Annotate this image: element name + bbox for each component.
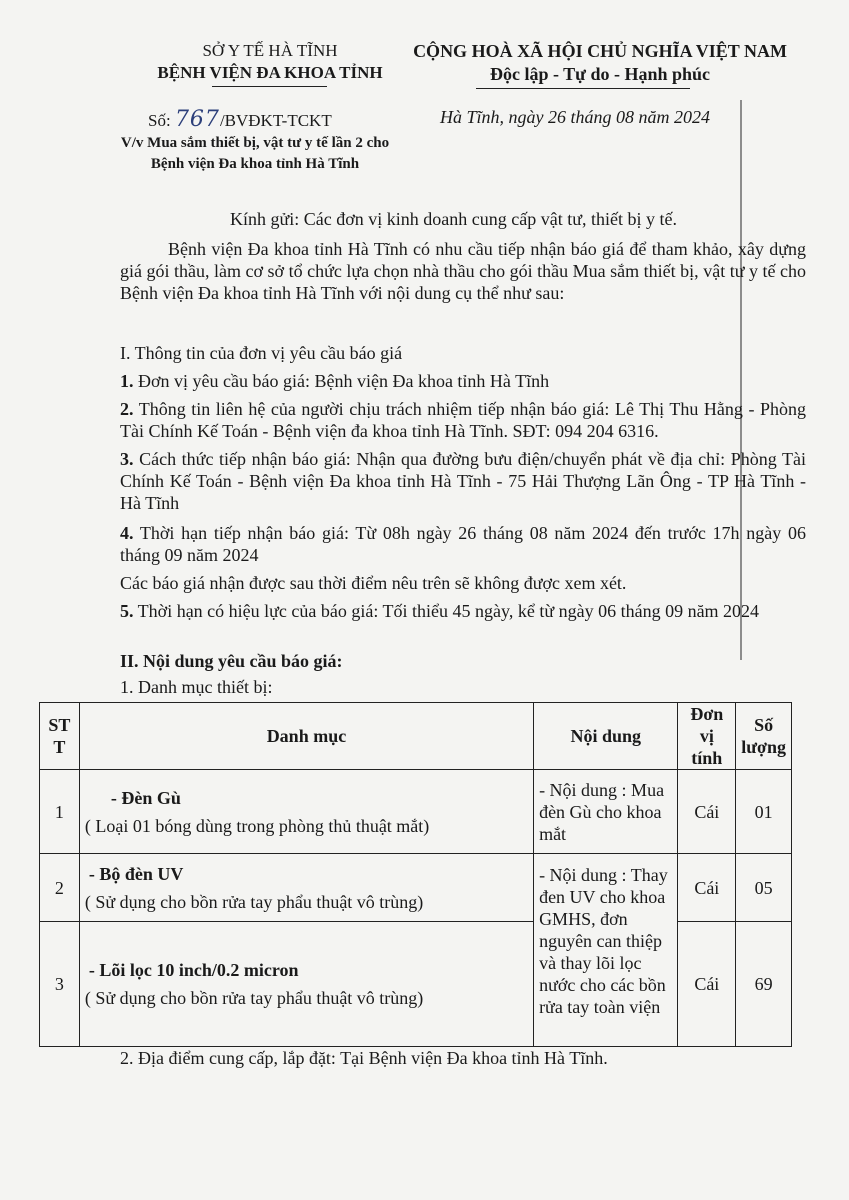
row-quantity: 05 <box>736 854 792 922</box>
item-text: Thời hạn có hiệu lực của báo giá: Tối thiểu 45 ngày, kể từ ngày 06 tháng 09 năm 2024 <box>133 601 760 621</box>
header-content: Nội dung <box>534 703 678 770</box>
row-item <box>79 854 533 922</box>
document-number <box>148 107 332 132</box>
table-row <box>40 854 792 922</box>
org-underline <box>212 86 327 87</box>
item-text: Thông tin liên hệ của người chịu trách nhiệm tiếp nhận báo giá: Lê Thị Thu Hằng - Phòng Tài Chính Kế Toán - Bệnh viện đa khoa tỉnh Hà Tĩnh. SĐT: 094 204 6316. <box>120 399 806 441</box>
header-stt: ST T <box>40 703 80 770</box>
item-description: ( Sử dụng cho bồn rửa tay phẩu thuật vô trùng) <box>84 988 424 1008</box>
so-code: /BVĐKT-TCKT <box>219 111 332 130</box>
document-date: Hà Tĩnh, ngày 26 tháng 08 năm 2024 <box>440 107 710 127</box>
delivery-location: 2. Địa điểm cung cấp, lắp đặt: Tại Bệnh viện Đa khoa tỉnh Hà Tĩnh. <box>120 1048 608 1068</box>
header-quantity: Số lượng <box>736 703 792 770</box>
row-unit: Cái <box>678 922 736 1047</box>
row-stt: 1 <box>40 770 80 854</box>
item-text: Cách thức tiếp nhận báo giá: Nhận qua đường bưu điện/chuyển phát về địa chỉ: Phòng Tài Chính Kế Toán - Bệnh viện Đa khoa tỉnh Hà Tĩnh - 75 Hải Thượng Lãn Ông - TP Hà Tĩnh - Hà Tĩnh <box>120 449 806 513</box>
section-1-title: I. Thông tin của đơn vị yêu cầu báo giá <box>120 343 403 363</box>
info-item-1 <box>120 370 806 392</box>
row-item <box>79 922 533 1047</box>
intro-paragraph: Bệnh viện Đa khoa tỉnh Hà Tĩnh có nhu cầu tiếp nhận báo giá để tham khảo, xây dựng giá gói thầu, làm cơ sở tổ chức lựa chọn nhà thầu cho gói thầu Mua sắm thiết bị, vật tư y tế cho Bệnh viện Đa khoa tỉnh Hà Tĩnh với nội dung cụ thể như sau: <box>120 239 806 303</box>
recipient-line: Kính gửi: Các đơn vị kinh doanh cung cấp vật tư, thiết bị y tế. <box>230 209 677 229</box>
row-quantity: 01 <box>736 770 792 854</box>
info-item-4 <box>120 522 806 566</box>
item-name: - Bộ đèn UV <box>88 863 184 884</box>
info-item-5 <box>120 600 806 622</box>
item-text: Đơn vị yêu cầu báo giá: Bệnh viện Đa khoa tỉnh Hà Tĩnh <box>133 371 550 391</box>
national-title: CỘNG HOÀ XÃ HỘI CHỦ NGHĨA VIỆT NAM <box>413 41 787 61</box>
row-stt: 3 <box>40 922 80 1047</box>
row-quantity: 69 <box>736 922 792 1047</box>
item-description: ( Sử dụng cho bồn rửa tay phẩu thuật vô trùng) <box>84 891 424 912</box>
info-item-2 <box>120 398 806 442</box>
row-content: - Nội dung : Mua đèn Gù cho khoa mắt <box>534 770 678 854</box>
header-unit: Đơn vị tính <box>678 703 736 770</box>
item-number: 1. <box>120 371 134 391</box>
header-category: Danh mục <box>79 703 533 770</box>
item-name: - Lõi lọc 10 inch/0.2 micron <box>88 960 299 980</box>
org-parent: SỞ Y TẾ HÀ TĨNH <box>202 41 338 60</box>
so-label: Số: <box>148 111 171 130</box>
item-number: 5. <box>120 601 134 621</box>
handwritten-number: 767 <box>174 107 220 132</box>
org-name: BỆNH VIỆN ĐA KHOA TỈNH <box>157 63 383 82</box>
info-item-3 <box>120 448 806 514</box>
row-content-shared: - Nội dung : Thay đen UV cho khoa GMHS, đơn nguyên can thiệp và thay lõi lọc nước cho các bồn rửa tay toàn viện <box>534 854 678 1047</box>
section-2-title: II. Nội dung yêu cầu báo giá: <box>120 651 343 671</box>
item-text: Thời hạn tiếp nhận báo giá: Từ 08h ngày 26 tháng 08 năm 2024 đến trước 17h ngày 06 tháng 09 năm 2024 <box>120 523 806 565</box>
item-number: 4. <box>120 523 134 543</box>
item-number: 2. <box>120 399 134 419</box>
row-stt: 2 <box>40 854 80 922</box>
table-row <box>40 770 792 854</box>
document-subject: V/v Mua sắm thiết bị, vật tư y tế lần 2 cho Bệnh viện Đa khoa tỉnh Hà Tĩnh <box>120 135 390 172</box>
row-unit: Cái <box>678 854 736 922</box>
late-note: Các báo giá nhận được sau thời điểm nêu trên sẽ không được xem xét. <box>120 573 627 593</box>
table-row <box>40 922 792 1047</box>
row-unit: Cái <box>678 770 736 854</box>
equipment-table <box>39 702 792 1047</box>
table-header-row <box>40 703 792 770</box>
item-description: ( Loại 01 bóng dùng trong phòng thủ thuật mắt) <box>84 815 430 836</box>
motto-underline <box>476 88 690 89</box>
equipment-list-title: 1. Danh mục thiết bị: <box>120 677 273 697</box>
national-motto: Độc lập - Tự do - Hạnh phúc <box>489 64 711 84</box>
item-number: 3. <box>120 449 134 469</box>
row-item <box>79 770 533 854</box>
item-name: - Đèn Gù <box>110 787 181 808</box>
